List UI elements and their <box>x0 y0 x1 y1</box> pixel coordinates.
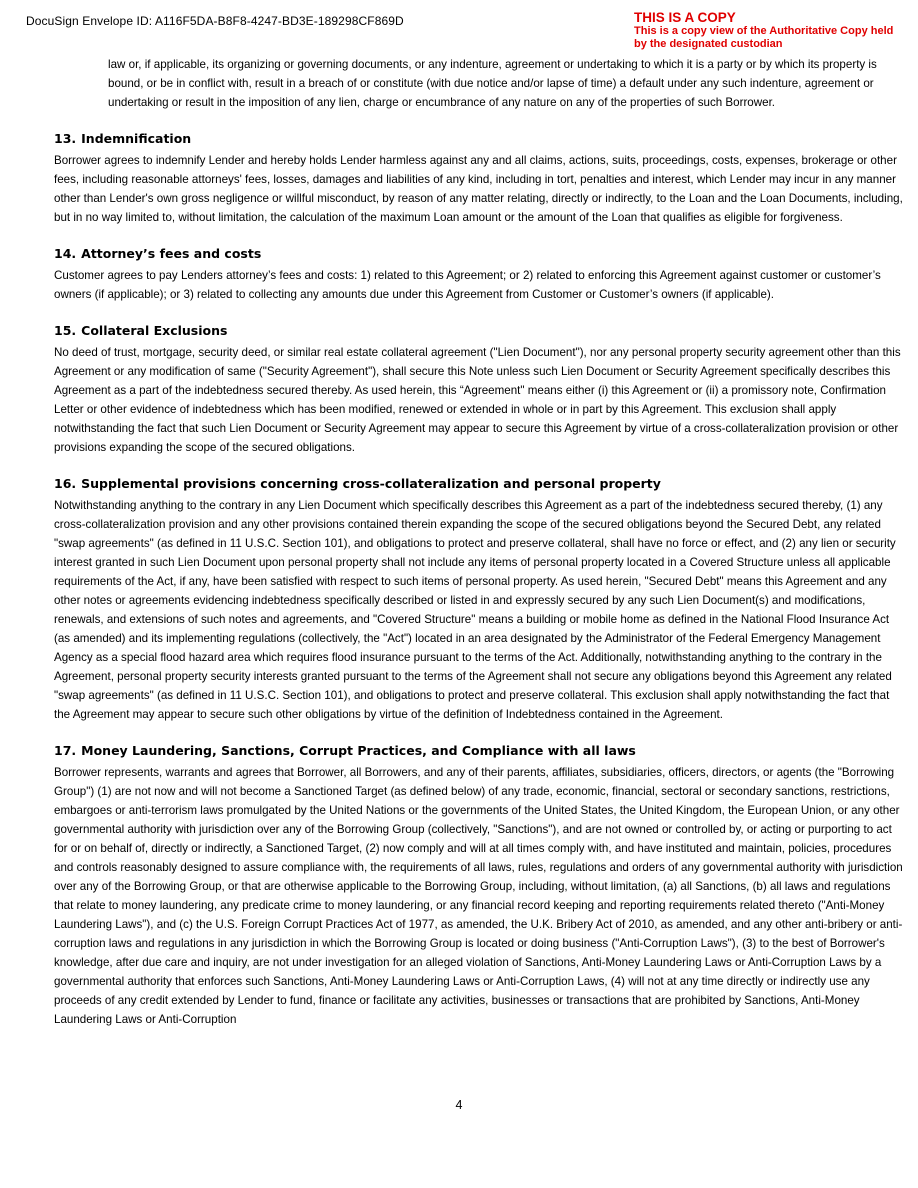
copy-line-1: This is a copy view of the Authoritative Copy held <box>634 25 894 37</box>
section-heading <box>54 321 906 340</box>
copy-watermark <box>634 10 918 51</box>
section-title: Collateral Exclusions <box>81 323 228 338</box>
section-number: 13. <box>54 131 77 146</box>
section-heading <box>54 474 906 493</box>
section-body: Notwithstanding anything to the contrary in any Lien Document which specifically describes this Agreement as a part of the indebtedness secured thereby, (1) any cross-collateralization provision and any other provisions contained therein expanding the scope of the secured obligations beyond the Secured Debt, any related "swap agreements" (as defined in 11 U.S.C. Section 101), and obligations to protect and preserve collateral, shall have no force or effect, and (2) any lien or security interest granted in such Lien Document upon personal property shall not include any items of personal property located in a Covered Structure unless all applicable requirements of the Act, if any, have been satisfied with respect to such items of personal property. As used herein, "Secured Debt" means this Agreement and any other notes or agreements evidencing indebtedness specifically described or listed in and expressly secured by any such Lien Document(s) and modifications, renewals, and extensions of such notes and agreements, and "Covered Structure" means a building or mobile home as defined in the National Flood Insurance Act (as amended) and its implementing regulations (collectively, the "Act") located in an area designated by the Administrator of the Federal Emergency Management Agency as a special flood hazard area which requires flood insurance pursuant to the terms of the Act. Additionally, notwithstanding anything to the contrary in the Agreement, personal property security interests granted pursuant to the terms of the Agreement shall not secure any obligations beyond this Agreement any related "swap agreements" (as defined in 11 U.S.C. Section 101), and obligations to protect and preserve collateral. This exclusion shall apply notwithstanding the fact that the Agreement may appear to secure such other obligations by virtue of the definition of Indebtedness contained in the Agreement. <box>54 499 896 721</box>
section-title: Money Laundering, Sanctions, Corrupt Practices, and Compliance with all laws <box>81 743 636 758</box>
section-heading <box>54 129 906 148</box>
section-16 <box>54 474 906 724</box>
document-body <box>54 55 906 1029</box>
section-heading <box>54 244 906 263</box>
section-number: 17. <box>54 743 77 758</box>
copy-title: THIS IS A COPY <box>634 10 736 25</box>
page-number: 4 <box>455 1098 463 1112</box>
section-number: 14. <box>54 246 77 261</box>
section-title: Supplemental provisions concerning cross-collateralization and personal property <box>81 476 661 491</box>
section-13 <box>54 129 906 227</box>
lead-paragraph: law or, if applicable, its organizing or governing documents, or any indenture, agreement or undertaking to which it is a party or by which its property is bound, or be in conflict with, result in a breach of or constitute (with due notice and/or lapse of time) a default under any such indenture, agreement or undertaking or result in the imposition of any lien, charge or encumbrance of any nature on any of the properties of such Borrower. <box>108 58 877 109</box>
envelope-id: DocuSign Envelope ID: A116F5DA-B8F8-4247-BD3E-189298CF869D <box>26 14 404 28</box>
copy-line-2: by the designated custodian <box>634 38 783 50</box>
section-heading <box>54 741 906 760</box>
section-title: Attorney’s fees and costs <box>81 246 262 261</box>
section-body: Borrower represents, warrants and agrees that Borrower, all Borrowers, and any of their parents, affiliates, subsidiaries, officers, directors, or agents (the "Borrowing Group") (1) are not now and will not become a Sanctioned Target (as defined below) of any trade, economic, financial, sectoral or secondary sanctions, restrictions, embargoes or anti-terrorism laws promulgated by the United Nations or the governments of the United States, the United Kingdom, the European Union, or any other governmental authority with jurisdiction over any of the Borrowing Group (collectively, "Sanctions"), and are not owned or controlled by, or acting or purporting to act for or on behalf of, directly or indirectly, a Sanctioned Target, (2) now comply and will at all times comply with, and have instituted and maintain, policies, procedures and controls reasonably designed to assure compliance with, the requirements of all laws, rules, regulations and orders of any governmental authority with jurisdiction over any of the Borrowing Group, or that are otherwise applicable to the Borrowing Group, including, without limitation, (a) all Sanctions, (b) all laws and regulations that relate to money laundering, any predicate crime to money laundering, or any financial record keeping and reporting requirements related thereto ("Anti-Money Laundering Laws"), and (c) the U.S. Foreign Corrupt Practices Act of 1977, as amended, the U.K. Bribery Act of 2010, as amended, and any other anti-bribery or anti-corruption laws and regulations in any jurisdiction in which the Borrowing Group is located or doing business ("Anti-Corruption Laws"), (3) to the best of Borrower's knowledge, after due care and inquiry, are not under investigation for an alleged violation of Sanctions, Anti-Money Laundering Laws or Anti-Corruption Laws by a governmental authority that enforces such Sanctions, Anti-Money Laundering Laws or Anti-Corruption Laws, (4) will not at any time directly or indirectly use any proceeds of any credit extended by Lender to fund, finance or facilitate any activities, businesses or transactions that are prohibited by Sanctions, Anti-Money Laundering Laws or Anti-Corruption <box>54 766 903 1026</box>
section-body: Customer agrees to pay Lenders attorney’s fees and costs: 1) related to this Agreement; or 2) related to enforcing this Agreement against customer or customer’s owners (if applicable); or 3) related to collecting any amounts due under this Agreement from Customer or Customer’s owners (if applicable). <box>54 269 881 301</box>
section-body: Borrower agrees to indemnify Lender and hereby holds Lender harmless against any and all claims, actions, suits, proceedings, costs, expenses, brokerage or other fees, including reasonable attorneys' fees, losses, damages and liabilities of any kind, including in tort, penalties and interest, which Lender may incur in any manner other than Lender's own gross negligence or willful misconduct, by reason of any matter relating, directly or indirectly, to the Loan and the Loan Documents, including, but in no way limited to, without limitation, the calculation of the maximum Loan amount or the amount of the Loan that qualifies as eligible for forgiveness. <box>54 154 903 224</box>
section-number: 16. <box>54 476 77 491</box>
section-14 <box>54 244 906 304</box>
section-15 <box>54 321 906 457</box>
section-number: 15. <box>54 323 77 338</box>
section-17 <box>54 741 906 1029</box>
section-title: Indemnification <box>81 131 192 146</box>
section-body: No deed of trust, mortgage, security deed, or similar real estate collateral agreement ("Lien Document"), nor any personal property security agreement other than this Agreement or any modification of same ("Security Agreement"), shall secure this Note unless such Lien Document or Security Agreement specifically describes this Agreement as a part of the indebtedness secured thereby. As used herein, this “Agreement" means either (i) this Agreement or (ii) a promissory note, Confirmation Letter or other evidence of indebtedness which has been modified, renewed or extended in whole or in part by this Agreement. This exclusion shall apply notwithstanding the fact that such Lien Document or Security Agreement may appear to secure this Agreement by virtue of a cross-collateralization provision or other provisions expanding the scope of the secured obligations. <box>54 346 901 454</box>
